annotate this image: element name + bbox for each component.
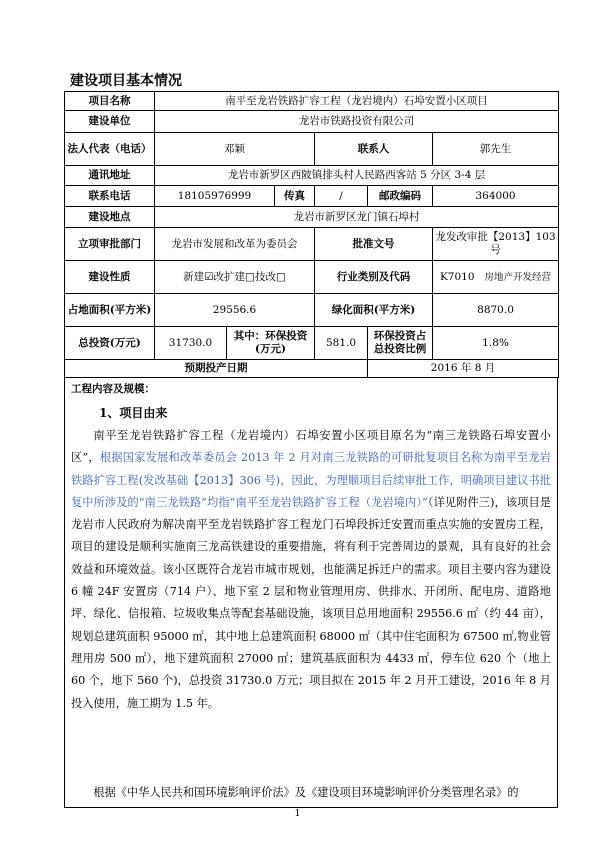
table-row — [65, 207, 559, 228]
builder-value: 龙岩市铁路投资有限公司 — [155, 111, 559, 133]
table-row — [65, 228, 559, 261]
green-area-label: 绿化面积(平方米) — [315, 294, 433, 327]
land-area-label: 占地面积(平方米) — [65, 294, 155, 327]
table-row — [65, 111, 559, 133]
paragraph-1-part-b: 根据国家发展和改革委员会 2013 年 2 月对南三龙铁路的可研批复项目名称为南平至龙岩铁路扩容工程(发改基础【2013】306 号)，因此，为理顺项目后续审批工作，明确项目建议书批复中所涉及的“南三龙铁路”均指“南平至龙岩铁路扩容工程（龙岩境内）” — [71, 451, 551, 509]
contact-value: 郭先生 — [433, 133, 559, 166]
fax-value: / — [315, 186, 368, 207]
legal-rep-value: 邓颖 — [155, 133, 315, 166]
phone-value: 18105976999 — [155, 186, 275, 207]
industry-name: 房地产开发经营 — [484, 271, 552, 283]
section-heading: 1、项目由来 — [99, 406, 168, 420]
address-label: 通讯地址 — [65, 166, 155, 186]
env-ratio-label: 环保投资占总投资比例 — [368, 327, 433, 360]
address-value: 龙岩市新罗区西陂镇排头村人民路西客站 5 分区 3-4 层 — [155, 166, 559, 186]
production-date-value: 2016 年 8 月 — [368, 360, 559, 378]
contact-label: 联系人 — [315, 133, 433, 166]
table-row — [65, 133, 559, 166]
industry-code-label: 行业类别及代码 — [315, 261, 433, 294]
content-label: 工程内容及规模： — [71, 383, 155, 395]
table-row — [65, 294, 559, 327]
approval-number-value: 龙发改审批【2013】103 号 — [433, 228, 559, 261]
location-value: 龙岩市新罗区龙门镇石埠村 — [155, 207, 559, 228]
paragraph-1-part-a: 南平至龙岩铁路扩容工程（龙岩境内）石埠安置小区项目原名为“南三龙铁路石埠安置小区”， — [71, 429, 551, 465]
industry-code-value — [433, 261, 559, 294]
location-label: 建设地点 — [65, 207, 155, 228]
project-name-label: 项目名称 — [65, 92, 155, 111]
green-area-value: 8870.0 — [433, 294, 559, 327]
legal-rep-label: 法人代表（电话） — [65, 133, 155, 166]
total-investment-label: 总投资(万元) — [65, 327, 155, 360]
approval-number-label: 批准文号 — [315, 228, 433, 261]
phone-label: 联系电话 — [65, 186, 155, 207]
construction-type-label: 建设性质 — [65, 261, 155, 294]
project-name-value: 南平至龙岩铁路扩容工程（龙岩境内）石埠安置小区项目 — [155, 92, 559, 111]
table-row — [65, 166, 559, 186]
env-ratio-value: 1.8% — [433, 327, 559, 360]
approval-dept-value: 龙岩市发展和改革为委员会 — [155, 228, 315, 261]
industry-code: K7010 — [439, 270, 475, 283]
fax-label: 传真 — [275, 186, 315, 207]
page-title: 建设项目基本情况 — [70, 73, 182, 89]
postcode-value: 364000 — [433, 186, 559, 207]
paragraph-2: 根据《中华人民共和国环境影响评价法》及《建设项目环境影响评价分类管理名录》的 — [93, 786, 519, 799]
approval-dept-label: 立项审批部门 — [65, 228, 155, 261]
table-row — [65, 327, 559, 360]
env-investment-label: 其中：环保投资(万元) — [227, 327, 315, 360]
table-row — [65, 360, 559, 378]
page-number: 1 — [294, 809, 301, 819]
paragraph-1-part-c: （详见附件三)，该项目是龙岩市人民政府为解决南平至龙岩铁路扩容工程龙门石埠段拆迁安置而重点实施的安置房工程，项目的建设是顺利实施南三龙高铁建设的重要措施，将有利于完善周边的景观，具有良好的社会效益和环境效益。该小区既符合龙岩市城市规划，也能满足拆迁户的需求。项目主要内容为建设 6 幢 24F 安置房（714 户）、地下室 2 层和物业管理用房、供排水、开闭所、配电房、道路地坪、绿化、信报箱、垃圾收集点等配套基础设施，该项目总用地面积 29556.6 ㎡（约 44 亩），规划总建筑面积 95000 ㎡，其中地上总建筑面积 68000 ㎡（其中住宅面积为 67500 ㎡,物业管理用房 500 ㎡），地下建筑面积 27000 ㎡；建筑基底面积为 4433 ㎡，停车位 620 个（地上 60 个，地下 560 个)，总投资 31730.0 万元；项目拟在 2015 年 2 月开工建设，2016 年 8 月投入使用，施工期为 1.5 年。 — [71, 495, 551, 710]
table-row — [65, 261, 559, 294]
project-info-table — [64, 91, 559, 378]
table-row — [65, 186, 559, 207]
table-row — [65, 92, 559, 111]
content-section — [64, 377, 558, 808]
paragraph-1 — [71, 425, 551, 715]
land-area-value: 29556.6 — [155, 294, 315, 327]
postcode-label: 邮政编码 — [368, 186, 433, 207]
env-investment-value: 581.0 — [315, 327, 368, 360]
total-investment-value: 31730.0 — [155, 327, 227, 360]
production-date-label: 预期投产日期 — [65, 360, 368, 378]
builder-label: 建设单位 — [65, 111, 155, 133]
construction-type-value: 新建☑改扩建□技改□ — [155, 261, 315, 294]
